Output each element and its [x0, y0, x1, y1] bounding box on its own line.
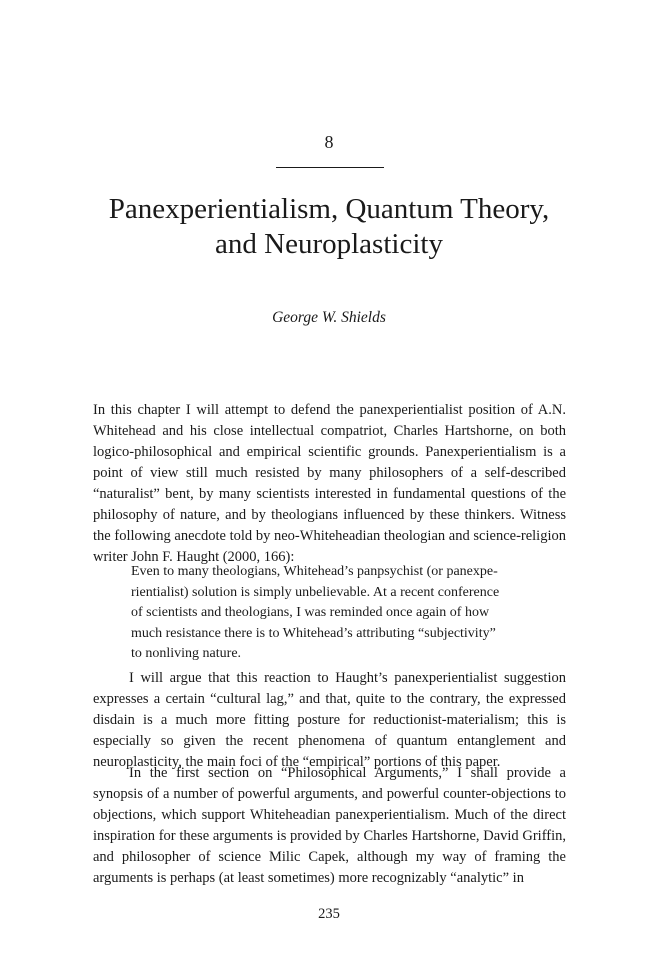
chapter-rule: [276, 167, 384, 168]
quote-line: Even to many theologians, Whitehead’s panpsychist (or panexpe-: [131, 564, 498, 579]
quote-line: to nonliving nature.: [131, 646, 242, 661]
quote-line: much resistance there is to Whitehead’s attributing “subjectivity”: [131, 625, 496, 641]
body-paragraph-2: I will argue that this reaction to Haught’s panexperientialist suggestion expresses a certain “cultural lag,” and that, quite to the contrary, the expressed disdain is a much more fitting posture for reductionist-materialism; this is especially so given the recent phenomena of quantum entanglement and neuroplasticity, the main foci of the “empirical” portions of this paper.: [93, 670, 566, 770]
body-paragraph-3: In the first section on “Philosophical Arguments,” I shall provide a synopsis of a number of powerful arguments, and powerful counter-objections to objections, which support Whiteheadian panexperientialism. Much of the direct inspiration for these arguments is provided by Charles Hartshorne, David Griffin, and philosopher of science Milic Capek, although my way of framing the arguments is perhaps (at least sometimes) more recognizably “analytic” in: [93, 765, 566, 886]
quote-line: of scientists and theologians, I was reminded once again of how: [131, 605, 490, 620]
page-number: 235: [318, 906, 340, 922]
chapter-number: 8: [324, 132, 334, 152]
chapter-title-line-1: Panexperientialism, Quantum Theory,: [108, 193, 550, 225]
chapter-title: [60, 192, 598, 262]
block-quote: [131, 562, 531, 665]
body-paragraph-1: In this chapter I will attempt to defend the panexperientialist position of A.N. Whitehead and his close intellectual compatriot, Charles Hartshorne, on both logico-philosophical and empirical scientific grounds. Panexperientialism is a point of view still much resisted by many philosophers of a self-described “naturalist” bent, by many scientists interested in fundamental questions of the philosophy of nature, and by theologians influenced by these thinkers. Witness the following anecdote told by neo-Whiteheadian theologian and science-religion writer John F. Haught (2000, 166):: [93, 402, 566, 565]
chapter-title-line-2: and Neuroplasticity: [215, 228, 443, 260]
author: George W. Shields: [272, 309, 386, 326]
quote-line: rientialist) solution is simply unbelievable. At a recent conference: [131, 584, 500, 600]
